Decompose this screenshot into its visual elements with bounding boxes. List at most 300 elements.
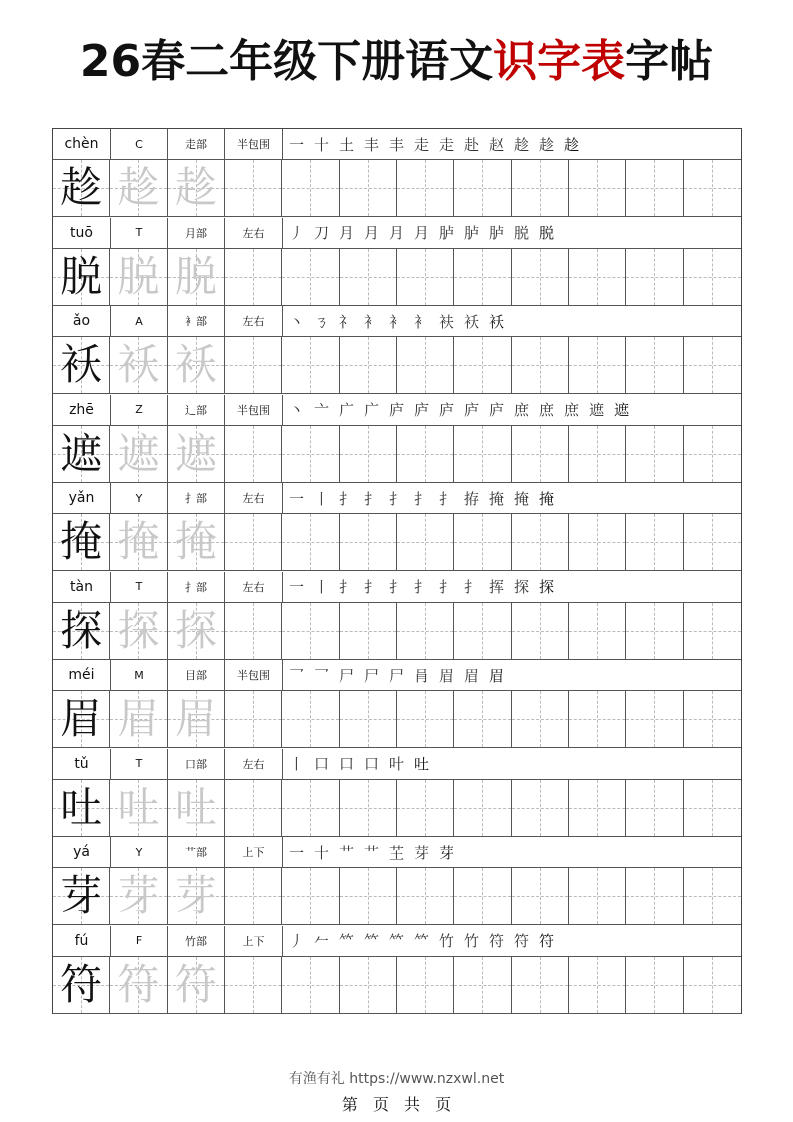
stroke-step: 符: [489, 932, 505, 950]
practice-cell[interactable]: [684, 249, 741, 305]
stroke-step: 掩: [514, 489, 530, 508]
copybook-sheet: [52, 128, 742, 1014]
stroke-step: 胪: [439, 224, 455, 242]
stroke-step: 扌: [339, 578, 355, 596]
practice-cell: [110, 691, 167, 747]
stroke-step: 丨: [314, 578, 330, 596]
stroke-step: 月: [389, 224, 405, 242]
stroke-step: 庐: [464, 401, 480, 419]
initial-cell: C: [111, 129, 168, 159]
pinyin-cell: tàn: [53, 572, 111, 602]
practice-cell[interactable]: [225, 160, 282, 216]
practice-cell: [168, 603, 225, 659]
practice-cell[interactable]: [340, 514, 397, 570]
practice-cell[interactable]: [397, 514, 454, 570]
stroke-order-cell: [283, 837, 741, 867]
stroke-step: 趁: [514, 135, 530, 154]
model-character: 遮: [60, 428, 103, 478]
stroke-step: 吐: [414, 755, 430, 773]
practice-cell[interactable]: [569, 868, 626, 924]
trace-character: 遮: [117, 428, 160, 478]
trace-character: 趁: [174, 163, 217, 212]
stroke-step: 礻: [339, 312, 355, 331]
pinyin-cell: tuō: [53, 218, 111, 248]
practice-cell[interactable]: [397, 337, 454, 393]
stroke-order-cell: [283, 749, 741, 779]
pinyin-cell: méi: [53, 660, 111, 690]
stroke-step: 叶: [389, 755, 405, 773]
practice-cell[interactable]: [225, 337, 282, 393]
stroke-order-cell: [283, 572, 741, 602]
trace-character: 袄: [117, 340, 160, 389]
practice-cell[interactable]: [569, 691, 626, 747]
model-character: 掩: [60, 517, 103, 566]
practice-cell[interactable]: [454, 160, 511, 216]
practice-cell: [168, 249, 225, 305]
stroke-step: 土: [339, 135, 355, 154]
practice-cell[interactable]: [512, 160, 569, 216]
practice-cell: [110, 957, 167, 1013]
stroke-step: 丿: [289, 932, 305, 950]
practice-cell[interactable]: [684, 603, 741, 659]
trace-character: 掩: [174, 517, 217, 566]
pinyin-cell: ǎo: [53, 306, 111, 336]
initial-cell: Z: [111, 395, 168, 425]
pinyin-cell: tǔ: [53, 749, 111, 779]
practice-cell: [110, 160, 167, 216]
practice-cell: [53, 160, 110, 216]
initial-cell: T: [111, 749, 168, 779]
practice-cell[interactable]: [397, 160, 454, 216]
radical-cell: 艹部: [168, 837, 225, 867]
practice-cell[interactable]: [397, 957, 454, 1013]
title-highlight: 识字表: [493, 36, 626, 87]
trace-character: 眉: [117, 694, 160, 743]
practice-cell: [53, 337, 110, 393]
structure-cell: 左右: [225, 218, 283, 248]
radical-cell: 目部: [168, 660, 225, 690]
model-character: 芽: [60, 871, 103, 920]
practice-grid: [53, 957, 741, 1014]
stroke-step: 庶: [564, 401, 580, 419]
practice-cell[interactable]: [340, 868, 397, 924]
stroke-step: 探: [539, 578, 555, 596]
practice-cell[interactable]: [684, 426, 741, 482]
practice-cell[interactable]: [225, 691, 282, 747]
trace-character: 探: [117, 605, 160, 655]
practice-cell[interactable]: [626, 514, 683, 570]
practice-cell[interactable]: [512, 691, 569, 747]
practice-cell[interactable]: [340, 603, 397, 659]
practice-cell[interactable]: [282, 691, 339, 747]
stroke-step: 遮: [614, 401, 630, 419]
stroke-step: 庐: [414, 401, 430, 419]
practice-cell[interactable]: [225, 514, 282, 570]
practice-grid: [53, 249, 741, 306]
practice-cell[interactable]: [512, 514, 569, 570]
initial-cell: Y: [111, 483, 168, 513]
structure-cell: 半包围: [225, 395, 283, 425]
character-block: [53, 660, 741, 748]
practice-cell: [110, 337, 167, 393]
stroke-step: 胪: [464, 224, 480, 242]
practice-cell[interactable]: [569, 603, 626, 659]
stroke-step: 广: [339, 401, 355, 419]
structure-cell: 半包围: [225, 660, 283, 690]
trace-character: 掩: [117, 517, 160, 566]
stroke-step: 亠: [314, 401, 330, 419]
stroke-order-cell: [283, 395, 741, 425]
practice-cell[interactable]: [397, 603, 454, 659]
practice-cell[interactable]: [397, 426, 454, 482]
stroke-step: 庐: [389, 401, 405, 419]
practice-cell[interactable]: [569, 426, 626, 482]
stroke-step: 走: [414, 135, 430, 154]
practice-cell[interactable]: [397, 780, 454, 836]
practice-cell[interactable]: [512, 337, 569, 393]
model-character: 脱: [60, 251, 103, 301]
practice-grid: [53, 868, 741, 925]
stroke-order-cell: [283, 660, 741, 690]
structure-cell: 左右: [225, 572, 283, 602]
practice-cell[interactable]: [512, 957, 569, 1013]
practice-cell[interactable]: [454, 868, 511, 924]
practice-cell[interactable]: [340, 691, 397, 747]
practice-cell[interactable]: [626, 868, 683, 924]
stroke-step: 袄: [489, 312, 505, 331]
stroke-step: 扌: [414, 489, 430, 508]
practice-cell: [53, 249, 110, 305]
stroke-step: 十: [314, 843, 330, 862]
practice-cell[interactable]: [626, 603, 683, 659]
radical-cell: 月部: [168, 218, 225, 248]
practice-grid: [53, 160, 741, 217]
stroke-step: 拵: [464, 489, 480, 508]
stroke-step: 趁: [539, 135, 555, 154]
character-block: [53, 749, 741, 837]
practice-cell[interactable]: [282, 249, 339, 305]
model-character: 袄: [60, 340, 103, 389]
practice-cell: [53, 691, 110, 747]
practice-cell[interactable]: [626, 249, 683, 305]
practice-cell[interactable]: [626, 691, 683, 747]
pinyin-cell: yǎn: [53, 483, 111, 513]
stroke-step: 一: [289, 578, 305, 596]
character-block: [53, 926, 741, 1014]
radical-cell: 扌部: [168, 572, 225, 602]
footer-page-number: 第 页 共 页: [341, 1095, 452, 1114]
pinyin-cell: fú: [53, 926, 111, 956]
practice-grid: [53, 691, 741, 748]
practice-cell: [168, 868, 225, 924]
stroke-step: 眉: [464, 666, 480, 685]
stroke-step: 眉: [489, 666, 505, 685]
practice-cell[interactable]: [454, 337, 511, 393]
stroke-step: 肙: [414, 666, 430, 685]
practice-cell[interactable]: [225, 780, 282, 836]
pinyin-cell: yá: [53, 837, 111, 867]
stroke-step: ㄋ: [314, 312, 330, 331]
stroke-step: 广: [364, 401, 380, 419]
model-character: 探: [60, 605, 103, 655]
stroke-order-cell: [283, 926, 741, 956]
practice-cell: [168, 691, 225, 747]
practice-cell[interactable]: [397, 249, 454, 305]
stroke-step: 丶: [289, 401, 305, 419]
stroke-step: 庶: [539, 401, 555, 419]
initial-cell: T: [111, 572, 168, 602]
practice-cell: [110, 868, 167, 924]
stroke-step: 走: [439, 135, 455, 154]
practice-cell: [53, 868, 110, 924]
structure-cell: 左右: [225, 306, 283, 336]
practice-cell[interactable]: [340, 160, 397, 216]
practice-cell[interactable]: [340, 957, 397, 1013]
practice-cell[interactable]: [282, 780, 339, 836]
stroke-step: 口: [364, 755, 380, 773]
stroke-step: 眉: [439, 666, 455, 685]
stroke-step: 尸: [364, 666, 380, 685]
practice-cell[interactable]: [569, 337, 626, 393]
practice-cell[interactable]: [569, 780, 626, 836]
stroke-step: 丶: [289, 312, 305, 331]
stroke-step: 符: [514, 932, 530, 950]
radical-cell: 辶部: [168, 395, 225, 425]
trace-character: 吐: [117, 782, 160, 832]
stroke-step: 月: [364, 224, 380, 242]
stroke-step: 衤: [364, 312, 380, 331]
info-row: [53, 837, 741, 868]
practice-cell[interactable]: [282, 868, 339, 924]
practice-cell[interactable]: [569, 514, 626, 570]
stroke-step: 赴: [464, 135, 480, 154]
stroke-step: 刀: [314, 224, 330, 242]
info-row: [53, 749, 741, 780]
practice-cell[interactable]: [512, 426, 569, 482]
practice-cell[interactable]: [626, 780, 683, 836]
trace-character: 眉: [174, 694, 217, 743]
stroke-step: 艹: [364, 843, 380, 862]
trace-character: 袄: [174, 340, 217, 389]
practice-cell: [168, 957, 225, 1013]
practice-cell[interactable]: [684, 868, 741, 924]
stroke-step: 月: [339, 224, 355, 242]
practice-cell: [168, 514, 225, 570]
info-row: [53, 395, 741, 426]
trace-character: 芽: [117, 871, 160, 920]
stroke-step: 庐: [489, 401, 505, 419]
structure-cell: 左右: [225, 749, 283, 779]
stroke-step: 一: [289, 135, 305, 154]
practice-cell[interactable]: [569, 957, 626, 1013]
stroke-step: 掩: [539, 489, 555, 508]
practice-cell[interactable]: [626, 426, 683, 482]
practice-grid: [53, 603, 741, 660]
practice-cell[interactable]: [225, 868, 282, 924]
practice-cell[interactable]: [397, 868, 454, 924]
practice-cell[interactable]: [569, 249, 626, 305]
stroke-step: 遮: [589, 401, 605, 419]
stroke-step: 丰: [389, 135, 405, 154]
trace-character: 芽: [174, 871, 217, 920]
stroke-order-cell: [283, 129, 741, 159]
radical-cell: 口部: [168, 749, 225, 779]
stroke-step: 𥫗: [389, 932, 405, 950]
practice-cell[interactable]: [626, 337, 683, 393]
practice-cell[interactable]: [340, 337, 397, 393]
stroke-step: 芏: [389, 843, 405, 862]
stroke-step: 袄: [464, 312, 480, 331]
model-character: 眉: [60, 694, 103, 743]
stroke-step: 一: [289, 843, 305, 862]
model-character: 趁: [60, 163, 103, 212]
practice-cell[interactable]: [340, 426, 397, 482]
trace-character: 探: [174, 605, 217, 655]
radical-cell: 走部: [168, 129, 225, 159]
trace-character: 吐: [174, 782, 217, 832]
stroke-step: 胪: [489, 224, 505, 242]
stroke-step: 竹: [439, 932, 455, 950]
initial-cell: T: [111, 218, 168, 248]
practice-cell[interactable]: [684, 957, 741, 1013]
practice-cell[interactable]: [684, 780, 741, 836]
character-block: [53, 306, 741, 394]
practice-cell[interactable]: [684, 514, 741, 570]
stroke-step: 庐: [439, 401, 455, 419]
structure-cell: 半包围: [225, 129, 283, 159]
stroke-step: 扌: [389, 578, 405, 596]
practice-cell[interactable]: [626, 160, 683, 216]
practice-cell[interactable]: [569, 160, 626, 216]
stroke-step: 丰: [364, 135, 380, 154]
practice-cell[interactable]: [397, 691, 454, 747]
initial-cell: F: [111, 926, 168, 956]
title-main: 26春二年级下册语文: [79, 36, 494, 87]
stroke-step: 脱: [514, 224, 530, 242]
stroke-step: 芽: [414, 843, 430, 862]
practice-cell[interactable]: [340, 249, 397, 305]
practice-grid: [53, 780, 741, 837]
stroke-step: 衭: [439, 312, 455, 331]
practice-cell[interactable]: [512, 603, 569, 659]
practice-cell[interactable]: [340, 780, 397, 836]
page-title: [0, 32, 793, 92]
practice-cell[interactable]: [626, 957, 683, 1013]
practice-cell[interactable]: [512, 780, 569, 836]
practice-grid: [53, 337, 741, 394]
practice-grid: [53, 426, 741, 483]
radical-cell: 竹部: [168, 926, 225, 956]
trace-character: 脱: [117, 251, 160, 301]
radical-cell: 衤部: [168, 306, 225, 336]
practice-cell[interactable]: [225, 426, 282, 482]
trace-character: 符: [117, 959, 160, 1009]
stroke-step: 扌: [389, 489, 405, 508]
stroke-step: 掩: [489, 489, 505, 508]
stroke-step: 竹: [464, 932, 480, 950]
practice-cell[interactable]: [225, 957, 282, 1013]
practice-cell: [110, 249, 167, 305]
stroke-step: 𠂉: [314, 932, 330, 950]
practice-cell[interactable]: [684, 337, 741, 393]
practice-cell[interactable]: [454, 514, 511, 570]
practice-cell: [110, 514, 167, 570]
practice-cell[interactable]: [225, 603, 282, 659]
stroke-step: 乛: [314, 666, 330, 685]
stroke-step: 符: [539, 932, 555, 950]
stroke-step: 𥫗: [364, 932, 380, 950]
practice-cell: [110, 603, 167, 659]
structure-cell: 上下: [225, 926, 283, 956]
info-row: [53, 483, 741, 514]
practice-cell[interactable]: [512, 249, 569, 305]
practice-cell[interactable]: [454, 957, 511, 1013]
stroke-step: 挥: [489, 578, 505, 596]
practice-cell[interactable]: [454, 249, 511, 305]
practice-cell: [168, 426, 225, 482]
pinyin-cell: chèn: [53, 129, 111, 159]
character-block: [53, 218, 741, 306]
trace-character: 遮: [174, 428, 217, 478]
stroke-step: 乛: [289, 666, 305, 685]
stroke-order-cell: [283, 483, 741, 513]
practice-cell[interactable]: [282, 426, 339, 482]
character-block: [53, 837, 741, 925]
stroke-step: 扌: [464, 578, 480, 596]
practice-cell: [168, 780, 225, 836]
stroke-step: 庶: [514, 401, 530, 419]
model-character: 符: [60, 959, 103, 1009]
practice-cell[interactable]: [454, 780, 511, 836]
stroke-step: 扌: [439, 578, 455, 596]
character-block: [53, 483, 741, 571]
info-row: [53, 926, 741, 957]
practice-cell[interactable]: [684, 160, 741, 216]
stroke-order-cell: [283, 218, 741, 248]
practice-cell: [110, 780, 167, 836]
stroke-step: 一: [289, 489, 305, 508]
practice-cell[interactable]: [454, 691, 511, 747]
stroke-step: 口: [314, 755, 330, 773]
practice-cell: [168, 337, 225, 393]
practice-cell: [110, 426, 167, 482]
stroke-step: 扌: [364, 578, 380, 596]
initial-cell: Y: [111, 837, 168, 867]
info-row: [53, 572, 741, 603]
practice-grid: [53, 514, 741, 571]
trace-character: 趁: [117, 163, 160, 212]
practice-cell: [53, 514, 110, 570]
stroke-step: 芽: [439, 843, 455, 862]
initial-cell: A: [111, 306, 168, 336]
stroke-step: 赵: [489, 135, 505, 154]
practice-cell[interactable]: [684, 691, 741, 747]
info-row: [53, 306, 741, 337]
info-row: [53, 660, 741, 691]
practice-cell[interactable]: [225, 249, 282, 305]
practice-cell[interactable]: [282, 160, 339, 216]
stroke-step: 衤: [414, 312, 430, 331]
practice-cell[interactable]: [282, 957, 339, 1013]
practice-cell[interactable]: [454, 603, 511, 659]
practice-cell[interactable]: [282, 603, 339, 659]
stroke-step: 𥫗: [339, 932, 355, 950]
practice-cell: [168, 160, 225, 216]
practice-cell[interactable]: [282, 514, 339, 570]
practice-cell[interactable]: [454, 426, 511, 482]
practice-cell[interactable]: [282, 337, 339, 393]
practice-cell[interactable]: [512, 868, 569, 924]
